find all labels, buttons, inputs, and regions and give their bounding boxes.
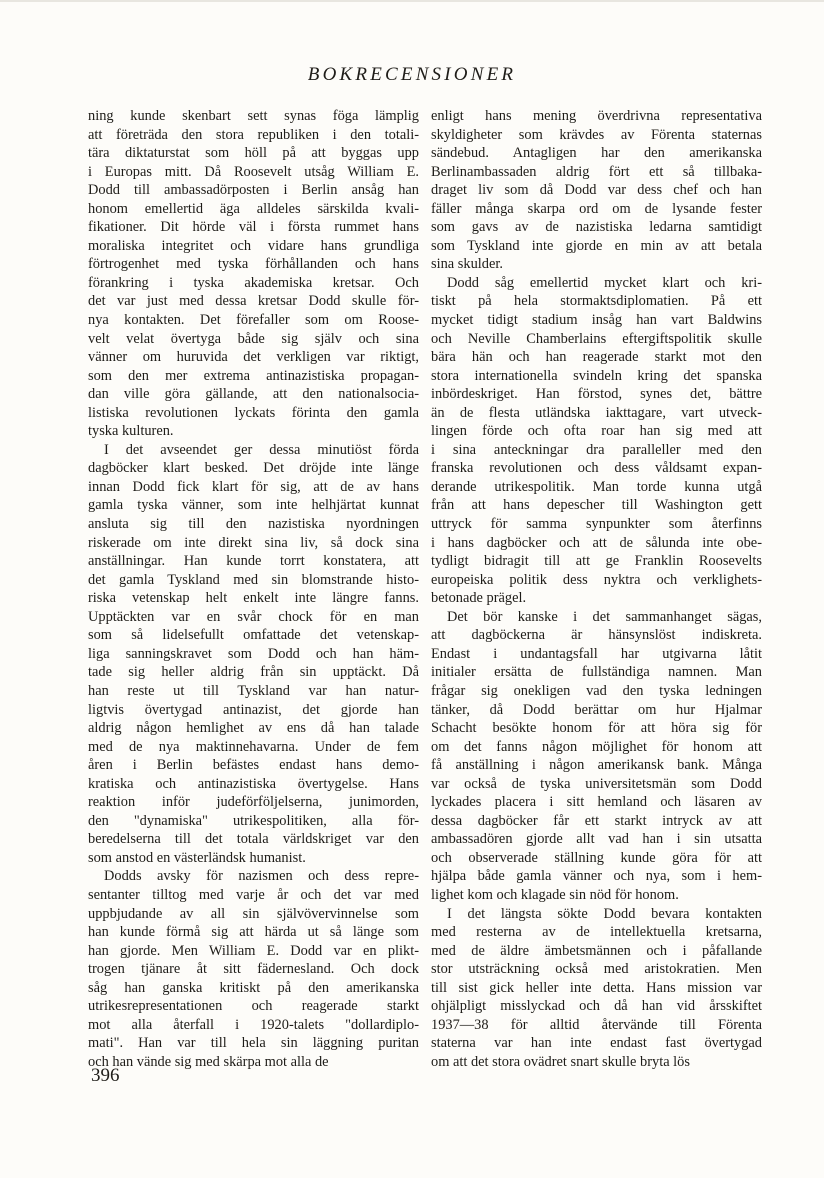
text-line: mot alla återfall i 1920-talets "dollardiplo- [88, 1016, 419, 1033]
text-line: tänker, då Dodd berättar om hur Hjalmar [431, 701, 762, 718]
text-line: lyckades placera i sitt hemland och läsaren av [431, 794, 762, 811]
text-line: som gavs av de nazistiska ledarna samtidigt [431, 219, 762, 236]
text-line: som Tyskland inte gjorde en min av att betala [431, 237, 762, 254]
text-line: lingen förde och ofta roar han sig med att [431, 423, 762, 440]
text-line: dessa dagböcker får ett starkt intryck av att [431, 812, 762, 829]
text-line: han gjorde. Men William E. Dodd var en plikt- [88, 942, 419, 959]
text-line: reaktion inför judeförföljelserna, junimorden, [88, 794, 419, 811]
text-line: Upptäckten var en svår chock för en man [88, 608, 419, 625]
page-number: 396 [91, 1065, 120, 1086]
text-line: dan ville göra gällande, att den nationalsocia- [88, 386, 419, 403]
text-line: fäller många skarpa ord om de lysande fester [431, 200, 762, 217]
text-line: lighet kom och klagade sin nöd för honom. [431, 886, 679, 903]
text-line: ambassadören gjorde allt vad han i sin utsatta [431, 831, 762, 848]
text-line: den "dynamiska" utrikespolitiken, alla för- [88, 812, 419, 829]
text-line: velt velat övertyga både sig själv och sina [88, 330, 419, 347]
text-line: uttryck för samma synpunkter som återfinns [431, 516, 762, 533]
text-line: det var just med dessa kretsar Dodd skulle för- [88, 293, 419, 310]
text-line: Berlinambassaden aldrig fört ett så tillbaka- [431, 163, 762, 180]
text-line: och han vände sig med skärpa mot alla de [88, 1053, 329, 1070]
text-line: Schacht besökte honom för att höra sig för [431, 720, 762, 737]
text-line: franska revolutionen och dess våldsamt expan- [431, 460, 762, 477]
text-line: riska vetenskap helt enkelt inte längre fanns. [88, 590, 419, 607]
text-line: europeiska politik dess nyktra och verklighets- [431, 571, 762, 588]
text-line: I det avseendet ger dessa minutiöst förda [104, 441, 419, 458]
text-line: utrikesrepresentationen och reagerade starkt [88, 998, 419, 1015]
text-line: om att det stora ovädret snart skulle bryta lös [431, 1053, 690, 1070]
text-line: att dagböckerna är hänsynslöst indiskreta. [431, 627, 762, 644]
text-line: 1937—38 för alltid återvände till Förenta [431, 1016, 762, 1033]
text-line: nya kontakten. Det förefaller som om Roose- [88, 312, 419, 329]
text-line: stor utsträckning också med aristokratien. Men [431, 961, 762, 978]
text-line: uppbjudande av all sin självövervinnelse som [88, 905, 419, 922]
text-line: tära diktaturstat som höll på att byggas upp [88, 145, 419, 162]
text-line: kratiska och antinazistiska övertygelse. Hans [88, 775, 419, 792]
text-line: anställningar. Han kunde torrt konstatera, att [88, 553, 419, 570]
text-line: staterna var han inte endast fast övertygad [431, 1035, 762, 1052]
text-line: I det längsta sökte Dodd bevara kontakten [447, 905, 762, 922]
text-line: draget liv som då Dodd var dess chef och han [431, 182, 762, 199]
text-line: derande utrikespolitik. Man torde kunna utgå [431, 478, 762, 495]
running-head: BOKRECENSIONER [307, 64, 517, 85]
text-line: förankring i tyska akademiska kretsar. Och [88, 274, 419, 291]
text-line: ansluta sig till den nazistiska nyordningen [88, 516, 419, 533]
text-line: det gamla Tyskland med sin blomstrande histo- [88, 571, 419, 588]
text-line: med de nya maktinnehavarna. Under de fem [88, 738, 419, 755]
text-line: Dodds avsky för nazismen och dess repre- [104, 868, 419, 885]
text-line: som så lidelsefullt omfattade det vetenskap- [88, 627, 419, 644]
text-line: liga sanningskravet som Dodd och han häm- [88, 645, 419, 662]
text-line: dagböcker klart besked. Det dröjde inte länge [88, 460, 419, 477]
text-line: såg han ganska kritiskt på den amerikanska [88, 979, 419, 996]
text-line: stora internationella svindeln kring det spanska [431, 367, 762, 384]
text-line: mycket tidigt stadium insåg han vart Baldwins [431, 312, 762, 329]
text-line: som anstod en västerländsk humanist. [88, 849, 306, 866]
text-line: bära hän och han reagerade starkt mot den [431, 349, 762, 366]
text-line: riskerade om inte direkt sina liv, så dock sina [88, 534, 419, 551]
text-line: tade sig heller aldrig från sin upptäckt. Då [88, 664, 419, 681]
text-line: förtrogenhet med tyska förhållanden och hans [88, 256, 419, 273]
text-line: i Europas mitt. Då Roosevelt utsåg William E. [88, 163, 419, 180]
text-line: initialer ersätta de fullständiga namnen. Man [431, 664, 762, 681]
text-line: i sina anteckningar dra paralleller med den [431, 441, 762, 458]
text-line: frågar sig onekligen vad den tyska ledningen [431, 682, 762, 699]
text-line: mati". Han var till hela sin läggning puritan [88, 1035, 419, 1052]
text-line: tydligt bidragit till att ge Franklin Roosevelts [431, 553, 762, 570]
text-line: som den mer extrema antinazistiska propagan- [88, 367, 419, 384]
text-line: han kunde förmå sig att härda ut så länge som [88, 924, 419, 941]
text-line: i hans dagböcker och att de sålunda inte obe- [431, 534, 762, 551]
text-line: sina skulder. [431, 256, 503, 273]
text-line: vänner om huruvida det verkligen var riktigt, [88, 349, 419, 366]
text-line: trogen tjänare åt sitt fädernesland. Och dock [88, 961, 419, 978]
text-line: beredelserna till det totala världskriget var den [88, 831, 419, 848]
text-line: ning kunde skenbart sett synas föga lämplig [88, 108, 419, 124]
text-line: han reste ut till Tyskland var han natur- [88, 682, 419, 699]
right-column [431, 107, 762, 1071]
text-line: till sist gick heller inte detta. Hans mission var [431, 979, 762, 996]
text-line: hjälpa både gamla vänner och nya, som i hem- [431, 868, 762, 885]
text-line: innan Dodd fick klart för sig, att de av hans [88, 478, 419, 495]
text-line: ohjälpligt misslyckad och då han vid årsskiftet [431, 998, 762, 1015]
text-line: och Neville Chamberlains eftergiftspolitik skulle [431, 330, 762, 347]
text-line: att företräda den stora republiken i den totali- [88, 126, 419, 143]
text-line: fikationer. Dit hörde väl i första rummet hans [88, 219, 419, 236]
text-line: ligtvis övertygad antinazist, det gjorde han [88, 701, 419, 718]
text-line: skyldigheter som krävdes av Förenta staternas [431, 126, 762, 143]
text-line: från att hans depescher till Washington gett [431, 497, 762, 514]
scan-edge [0, 0, 824, 2]
text-line: gamla tyska vänner, som inte helhjärtat kunnat [88, 497, 419, 514]
text-line: med de äldre ämbetsmännen och i påfallande [431, 942, 762, 959]
text-line: och observerade ställning kunde göra för att [431, 849, 762, 866]
text-line: tyska kulturen. [88, 423, 174, 440]
text-line: sentanter tilltog med varje år och det var med [88, 886, 419, 903]
text-line: med resterna av de intellektuella kretsarna, [431, 924, 762, 941]
text-line: enligt hans mening överdrivna representativa [431, 108, 762, 124]
text-line: Det bör kanske i det sammanhanget sägas, [447, 608, 762, 625]
text-line: betonade prägel. [431, 590, 527, 607]
text-line: sändebud. Antagligen har den amerikanska [431, 145, 762, 162]
text-line: inbördeskriget. Han förstod, synes det, bättre [431, 386, 762, 403]
text-line: Dodd såg emellertid mycket klart och kri- [447, 274, 762, 291]
text-line: honom emellertid äga alldeles särskilda kvali- [88, 200, 419, 217]
left-column [88, 107, 419, 1071]
text-line: åren i Berlin befästes endast hans demo- [88, 757, 419, 774]
text-line: moraliska integritet och vidare hans grundliga [88, 237, 419, 254]
text-line: få anställning i någon amerikansk bank. Många [431, 757, 762, 774]
text-line: aldrig någon hemlighet av ens då han talade [88, 720, 419, 737]
text-line: var också de tyska universitetsmän som Dodd [431, 775, 762, 792]
text-line: om det fanns någon möjlighet för honom att [431, 738, 762, 755]
text-line: Endast i undantagsfall har utgivarna låtit [431, 645, 762, 662]
text-line: än de flesta utländska iakttagare, vart utveck- [431, 404, 762, 421]
text-line: tiskt på hela stormaktsdiplomatien. På ett [431, 293, 762, 310]
text-line: Dodd till ambassadörposten i Berlin ansåg han [88, 182, 419, 199]
text-line: listiska revolutionen lyckats förinta den gamla [88, 404, 419, 421]
